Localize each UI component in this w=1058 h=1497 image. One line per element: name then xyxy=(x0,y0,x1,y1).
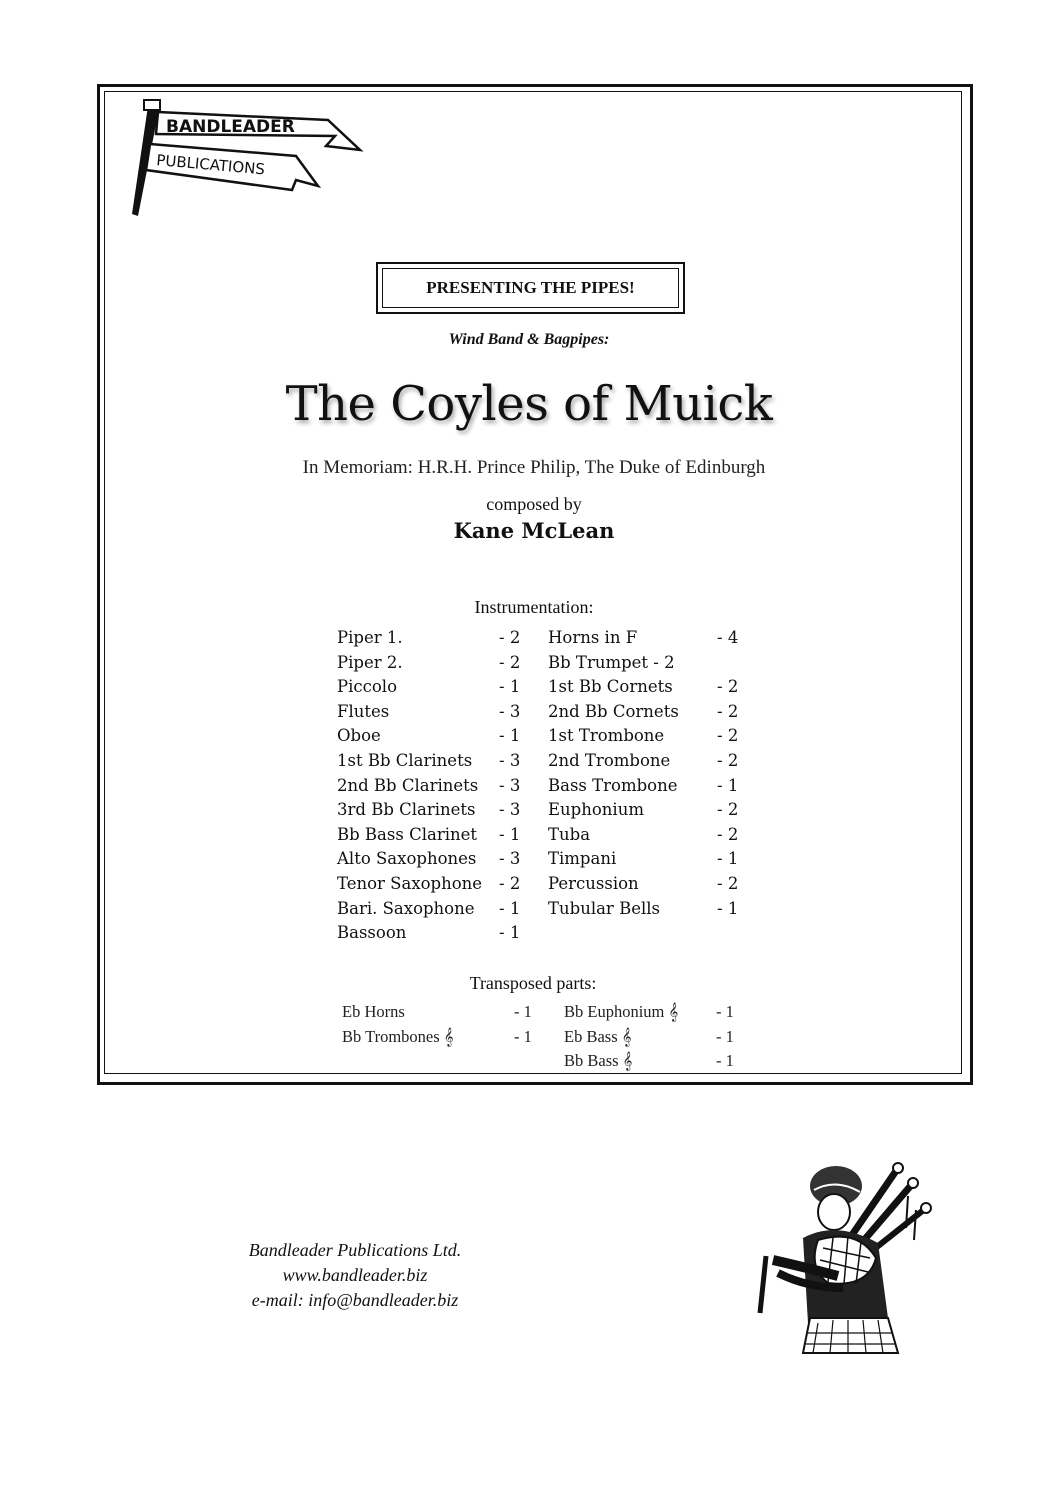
part-count: - 1 xyxy=(716,1002,734,1021)
instrument-count: - 2 xyxy=(499,628,521,647)
instrument-count: - 1 xyxy=(499,824,521,844)
instrument-name: Bb Trumpet - 2 xyxy=(548,652,675,672)
part-count: - 1 xyxy=(514,1026,532,1046)
subtitle: Wind Band & Bagpipes: xyxy=(448,331,610,348)
instrumentation-row xyxy=(337,874,757,898)
composed-by-label: composed by xyxy=(486,494,582,514)
transposed-row xyxy=(342,1002,762,1026)
instrumentation-heading: Instrumentation: xyxy=(474,597,594,617)
footer-email: e-mail: info@bandleader.biz xyxy=(251,1290,459,1310)
instrument-count: - 3 xyxy=(499,701,521,721)
instrument-count: - 1 xyxy=(717,898,739,918)
instrument-count: - 3 xyxy=(499,775,521,795)
instrumentation-row xyxy=(337,776,757,800)
instrument-count: - 2 xyxy=(717,677,739,697)
part-name: Bb Trombones 𝄞 xyxy=(342,1026,454,1046)
instrument-name: Flutes xyxy=(337,701,390,721)
instrumentation-list xyxy=(337,628,757,948)
instrument-count: - 4 xyxy=(717,628,739,647)
transposed-heading: Transposed parts: xyxy=(469,973,597,993)
instrument-name: Bassoon xyxy=(337,923,407,943)
instrument-name: 2nd Trombone xyxy=(548,751,671,770)
instrument-name: Piccolo xyxy=(337,677,398,697)
instrumentation-row xyxy=(337,726,757,750)
logo-line2: PUBLICATIONS xyxy=(155,151,266,179)
instrument-count: - 1 xyxy=(499,677,521,697)
instrument-name: Tuba xyxy=(548,824,591,844)
instrument-name: Timpani xyxy=(548,849,617,869)
footer-website: www.bandleader.biz xyxy=(282,1265,428,1285)
part-count: - 1 xyxy=(514,1002,532,1021)
series-title: PRESENTING THE PIPES! xyxy=(382,268,679,308)
instrument-count: - 2 xyxy=(717,874,739,893)
part-name: Bb Euphonium 𝄞 xyxy=(564,1002,679,1021)
transposed-row xyxy=(342,1027,762,1051)
instrument-count: - 3 xyxy=(499,751,521,770)
instrument-count: - 1 xyxy=(499,923,521,943)
instrument-name: Piper 2. xyxy=(337,652,403,672)
composer-name: Kane McLean xyxy=(453,518,615,543)
instrument-name: Percussion xyxy=(548,874,639,893)
instrument-count: - 2 xyxy=(499,652,521,672)
instrument-count: - 1 xyxy=(499,726,521,746)
part-name: Eb Bass 𝄞 xyxy=(564,1026,632,1046)
instrumentation-row xyxy=(337,751,757,775)
instrument-count: - 2 xyxy=(717,751,739,770)
instrument-name: 2nd Bb Clarinets xyxy=(337,775,479,795)
series-box xyxy=(376,262,685,314)
instrumentation-row xyxy=(337,677,757,701)
instrument-count: - 2 xyxy=(717,701,739,721)
instrumentation-row xyxy=(337,628,757,652)
instrumentation-row xyxy=(337,800,757,824)
instrumentation-row xyxy=(337,849,757,873)
instrument-name: 1st Trombone xyxy=(548,726,665,746)
instrument-count: - 1 xyxy=(717,849,739,869)
instrument-count: - 1 xyxy=(499,898,521,918)
instrument-name: Euphonium xyxy=(548,800,644,820)
instrument-name: Oboe xyxy=(337,726,381,746)
instrument-count: - 2 xyxy=(717,800,739,820)
instrument-count: - 2 xyxy=(717,726,739,746)
instrument-name: 1st Bb Cornets xyxy=(548,677,673,697)
instrument-name: 1st Bb Clarinets xyxy=(337,751,473,770)
transposed-list xyxy=(342,1002,762,1077)
instrument-count: - 1 xyxy=(717,775,739,795)
instrument-name: Bass Trombone xyxy=(548,775,678,795)
instrument-name: 2nd Bb Cornets xyxy=(548,701,679,721)
instrument-name: 3rd Bb Clarinets xyxy=(337,800,476,820)
instrumentation-row xyxy=(337,653,757,677)
memoriam-line: In Memoriam: H.R.H. Prince Philip, The Duke of Edinburgh xyxy=(302,457,766,478)
part-name: Bb Bass 𝄞 xyxy=(564,1051,633,1070)
instrumentation-row xyxy=(337,923,757,947)
instrument-count: - 3 xyxy=(499,849,521,869)
instrument-name: Tenor Saxophone xyxy=(337,874,483,893)
instrument-count: - 2 xyxy=(717,824,739,844)
instrumentation-row xyxy=(337,825,757,849)
instrument-name: Bari. Saxophone xyxy=(337,898,475,918)
footer xyxy=(200,1238,510,1313)
part-count: - 1 xyxy=(716,1051,734,1070)
part-count: - 1 xyxy=(716,1026,734,1046)
instrument-count: - 3 xyxy=(499,800,521,820)
instrument-name: Bb Bass Clarinet xyxy=(337,824,478,844)
instrument-name: Tubular Bells xyxy=(548,898,660,918)
instrumentation-row xyxy=(337,702,757,726)
bandleader-logo xyxy=(120,98,370,218)
instrument-name: Horns in F xyxy=(548,628,638,647)
instrument-name: Piper 1. xyxy=(337,628,403,647)
transposed-row xyxy=(342,1051,762,1075)
instrumentation-row xyxy=(337,899,757,923)
footer-company: Bandleader Publications Ltd. xyxy=(248,1240,462,1260)
part-name: Eb Horns xyxy=(342,1002,405,1021)
instrument-name: Alto Saxophones xyxy=(337,849,477,869)
page-title: The Coyles of Muick xyxy=(285,376,773,432)
logo-line1: BANDLEADER xyxy=(166,117,295,137)
piper-illustration xyxy=(748,1148,938,1358)
instrument-count: - 2 xyxy=(499,874,521,893)
